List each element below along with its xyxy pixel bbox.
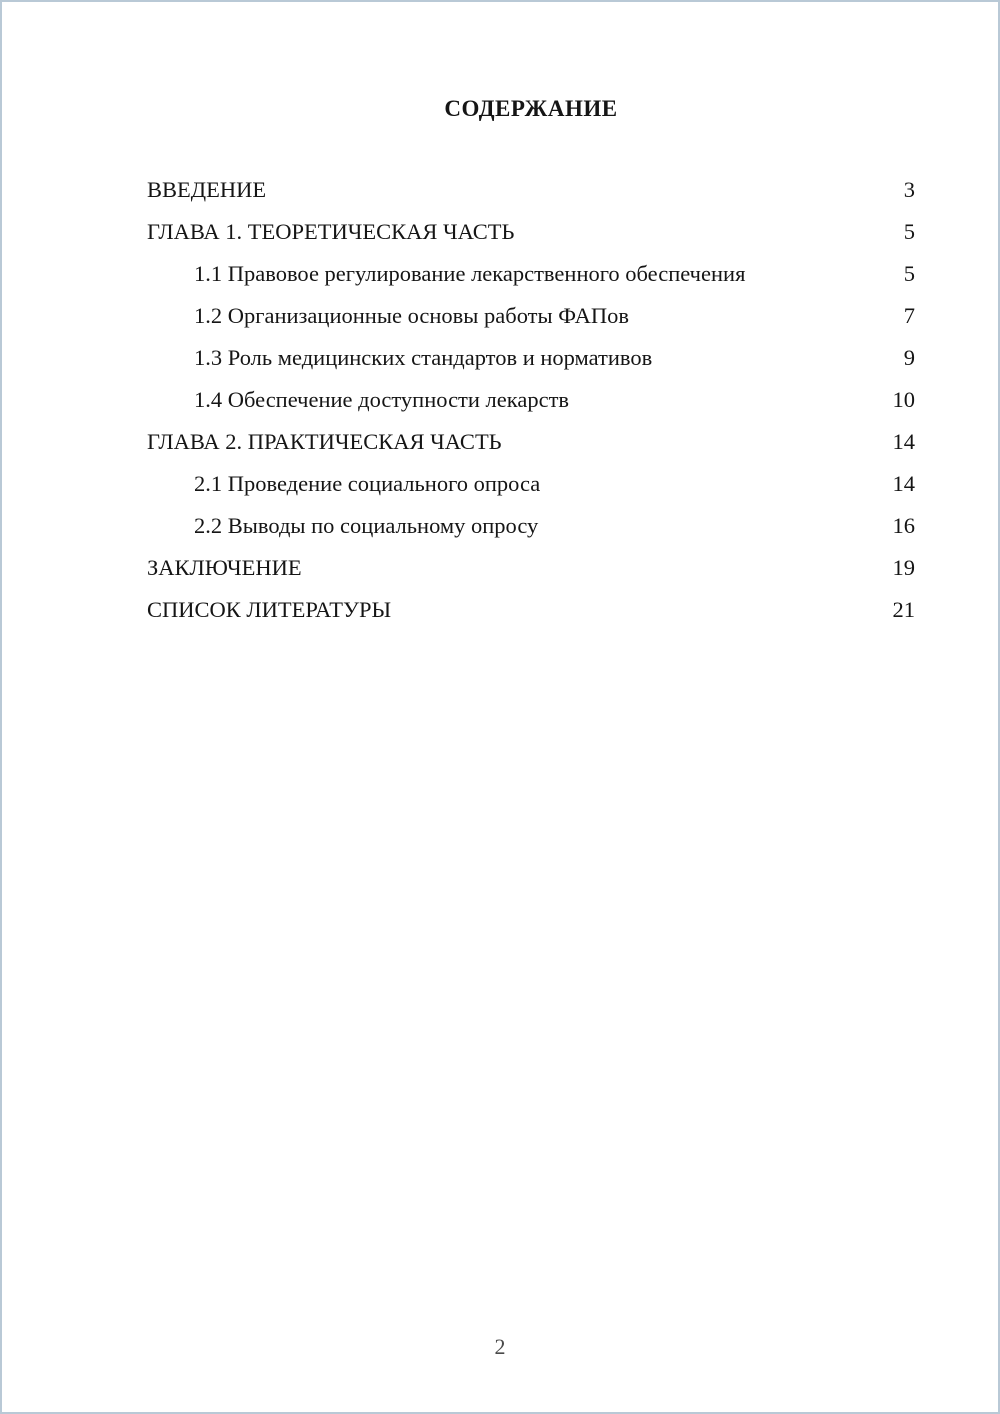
toc-entry bbox=[147, 547, 915, 589]
page-title: СОДЕРЖАНИЕ bbox=[444, 96, 618, 121]
toc-entry-label: 1.1 Правовое регулирование лекарственного обеспечения bbox=[194, 261, 746, 286]
toc-entry-label: 2.1 Проведение социального опроса bbox=[194, 471, 541, 496]
toc-entry-page-number: 10 bbox=[892, 387, 915, 412]
toc-entry-label: 1.2 Организационные основы работы ФАПов bbox=[194, 303, 629, 328]
page-content bbox=[147, 96, 915, 631]
toc-entry-label: ЗАКЛЮЧЕНИЕ bbox=[147, 555, 302, 580]
toc-entry bbox=[147, 253, 915, 295]
toc-entry bbox=[147, 589, 915, 631]
toc-entry-page-number: 7 bbox=[903, 303, 915, 328]
toc-entry bbox=[147, 337, 915, 379]
toc-entry-page-number: 19 bbox=[892, 555, 915, 580]
toc-entry-page-number: 5 bbox=[903, 219, 915, 244]
table-of-contents bbox=[147, 169, 915, 631]
toc-entry bbox=[147, 505, 915, 547]
toc-entry-page-number: 9 bbox=[903, 345, 915, 370]
toc-entry-label: 1.3 Роль медицинских стандартов и нормативов bbox=[194, 345, 653, 370]
toc-entry-page-number: 14 bbox=[892, 471, 915, 496]
toc-entry-page-number: 5 bbox=[903, 261, 915, 286]
toc-entry-page-number: 3 bbox=[903, 177, 915, 202]
toc-entry bbox=[147, 295, 915, 337]
toc-entry-label: 1.4 Обеспечение доступности лекарств bbox=[194, 387, 570, 412]
toc-entry-page-number: 21 bbox=[892, 597, 915, 622]
toc-entry bbox=[147, 169, 915, 211]
toc-entry-label: СПИСОК ЛИТЕРАТУРЫ bbox=[147, 597, 392, 622]
toc-entry-label: 2.2 Выводы по социальному опросу bbox=[194, 513, 539, 538]
toc-entry-page-number: 16 bbox=[892, 513, 915, 538]
toc-entry-label: ВВЕДЕНИЕ bbox=[147, 177, 267, 202]
toc-entry-page-number: 14 bbox=[892, 429, 915, 454]
toc-entry bbox=[147, 421, 915, 463]
toc-entry-label: ГЛАВА 2. ПРАКТИЧЕСКАЯ ЧАСТЬ bbox=[147, 429, 502, 454]
toc-entry bbox=[147, 211, 915, 253]
toc-entry bbox=[147, 463, 915, 505]
toc-entry-label: ГЛАВА 1. ТЕОРЕТИЧЕСКАЯ ЧАСТЬ bbox=[147, 219, 515, 244]
toc-entry bbox=[147, 379, 915, 421]
footer-page-number: 2 bbox=[494, 1334, 506, 1359]
